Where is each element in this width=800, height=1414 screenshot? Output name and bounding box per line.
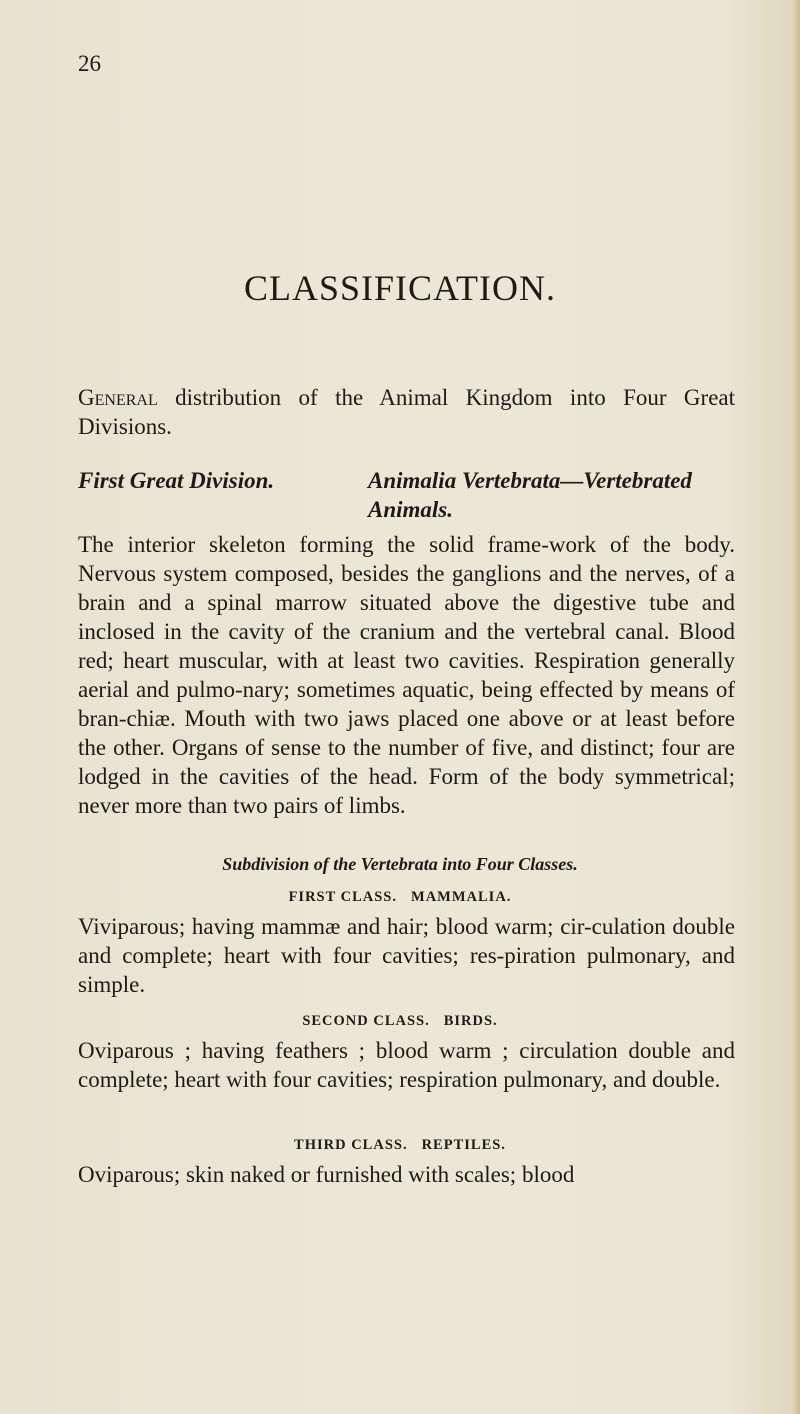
division-label: First Great Division. xyxy=(78,468,275,493)
class-description-1: Viviparous; having mammæ and hair; blood warm; cir-culation double and complete; heart with four cavities; res-piration pulmonary, and simple. xyxy=(78,914,735,997)
class-number: THIRD CLASS. xyxy=(294,1137,408,1153)
division-name: Animalia Vertebrata—Vertebrated xyxy=(368,468,692,493)
class-heading-1 xyxy=(0,890,800,905)
class-number: SECOND CLASS. xyxy=(302,1013,430,1029)
class-number: FIRST CLASS. xyxy=(288,889,398,905)
class-name: MAMMALIA. xyxy=(411,889,512,905)
class-description-3: Oviparous; skin naked or furnished with scales; blood xyxy=(78,1162,575,1187)
class-heading-3 xyxy=(0,1138,800,1153)
page-number: 26 xyxy=(78,51,101,76)
class-name: REPTILES. xyxy=(421,1137,506,1153)
division-description: The interior skeleton forming the solid frame-work of the body. Nervous system composed, besides the ganglions and the nerves, of a brain and a spinal marrow situated above the digestive tube and inclosed in the cavity of the cranium and the vertebral canal. Blood red; heart muscular, with at least two cavities. Respiration generally aerial and pulmo-nary; sometimes aquatic, being effected by means of bran-chiæ. Mouth with two jaws placed one above or at least before the other. Organs of sense to the number of five, and distinct; four are lodged in the cavities of the head. Form of the body symmetrical; never more than two pairs of limbs. xyxy=(78,532,735,818)
class-name: BIRDS. xyxy=(443,1013,498,1029)
class-heading-2 xyxy=(0,1014,800,1029)
class-description-2: Oviparous ; having feathers ; blood warm ; circulation double and complete; heart with four cavities; respiration pulmonary, and double. xyxy=(78,1038,735,1092)
page-edge xyxy=(792,0,800,1414)
division-heading xyxy=(78,466,735,524)
intro-text: distribution of the Animal Kingdom into Four Great Divisions. xyxy=(78,385,735,439)
division-name-continued: Animals. xyxy=(368,497,454,522)
intro-lead-word: General xyxy=(78,385,158,410)
intro-paragraph xyxy=(78,383,735,441)
page-title: CLASSIFICATION. xyxy=(243,268,557,308)
subdivision-title: Subdivision of the Vertebrata into Four Classes. xyxy=(222,854,578,874)
